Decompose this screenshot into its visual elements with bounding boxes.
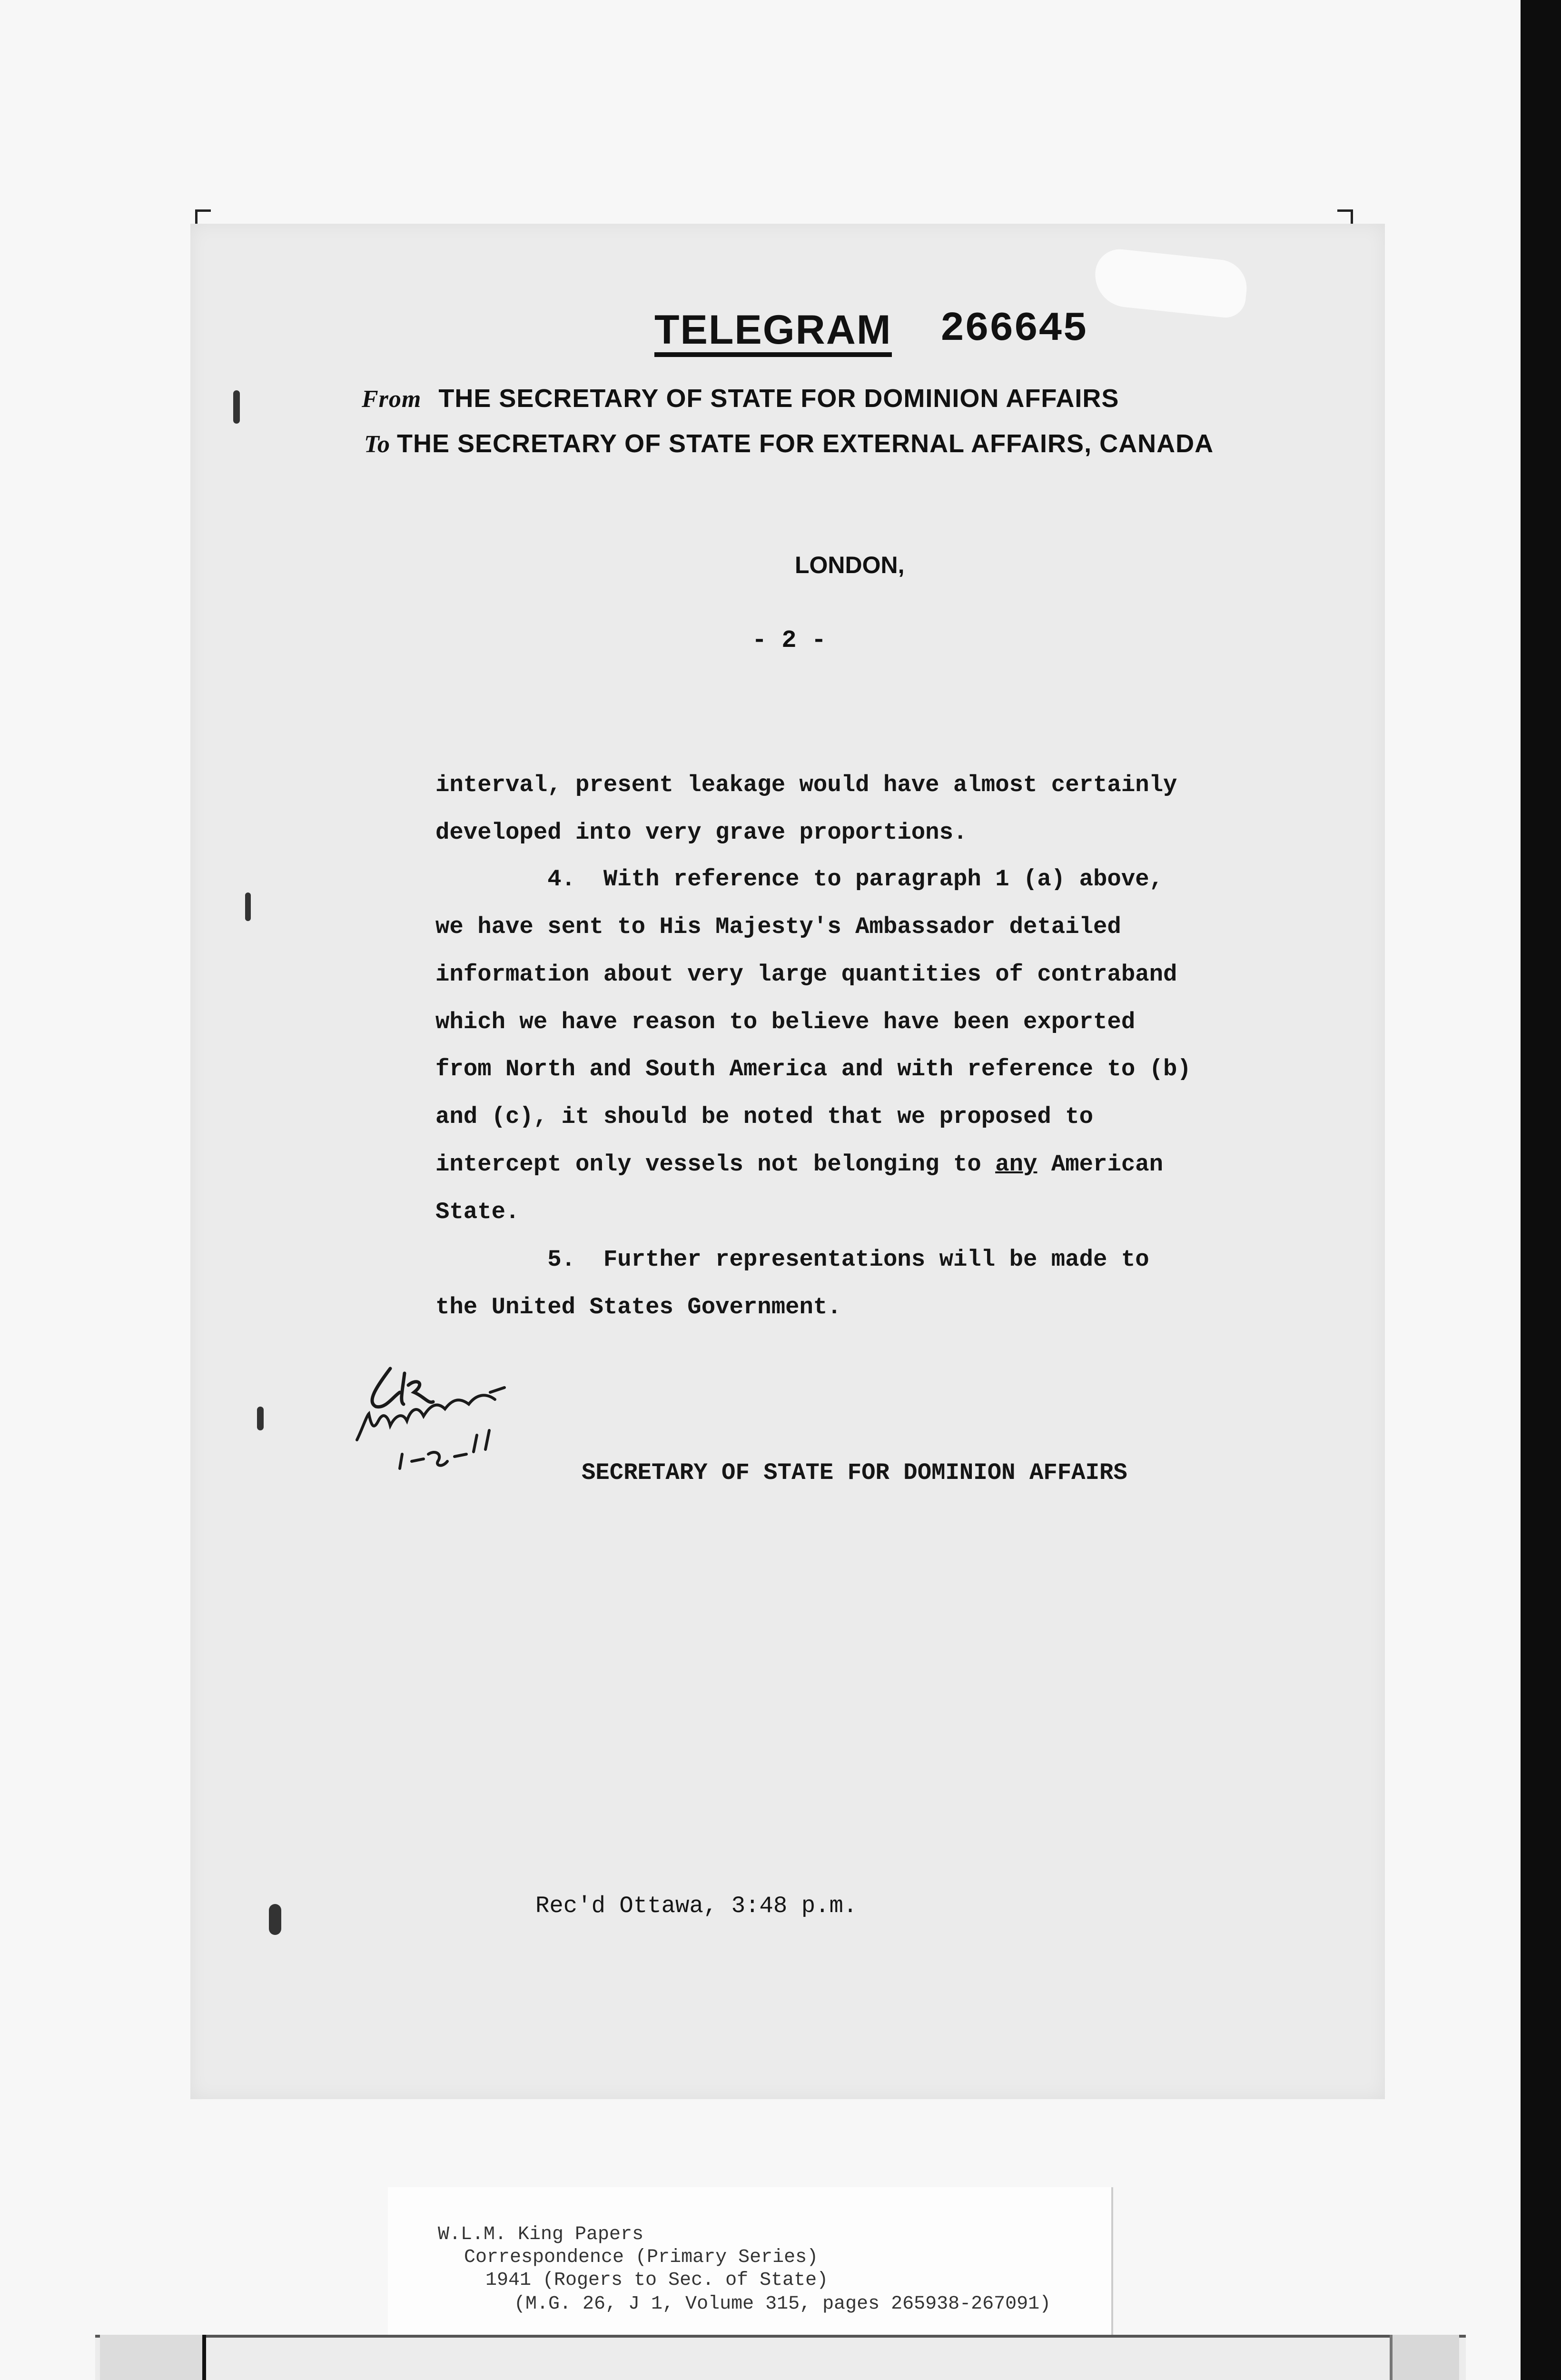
body-line: the United States Government. [435,1294,841,1320]
body-line: and (c), it should be noted that we proposed to [435,1103,1094,1130]
body-line: State. [435,1199,520,1225]
body-line: from North and South America and with reference to (b) [435,1056,1191,1082]
archive-reference-card [388,2187,1113,2335]
body-line: we have sent to His Majesty's Ambassador detailed [435,913,1121,940]
archives-board [95,2335,1466,2380]
archive-reference-line: (M.G. 26, J 1, Volume 315, pages 265938-267091) [514,2293,1051,2315]
underlined-word: any [995,1151,1037,1178]
intercept-text-before: intercept only vessels not belonging to [435,1151,996,1178]
binding-mark [245,892,251,921]
from-value: THE SECRETARY OF STATE FOR DOMINION AFFAIRS [438,384,1119,413]
body-line: which we have reason to believe have been exported [435,1009,1136,1035]
to-line [364,431,1214,457]
to-label: To [364,431,390,458]
received-stamp: Rec'd Ottawa, 3:48 p.m. [535,1893,858,1919]
to-value: THE SECRETARY OF STATE FOR EXTERNAL AFFAIRS, CANADA [397,429,1214,458]
binding-mark [233,390,240,424]
place-of-origin: LONDON, [795,552,905,578]
body-line: 4. With reference to paragraph 1 (a) above, [435,866,1164,892]
from-label: From [362,386,422,413]
telegram-number: 266645 [940,306,1087,352]
archive-reference-line: W.L.M. King Papers [438,2224,644,2245]
archive-reference-line: Correspondence (Primary Series) [464,2247,819,2268]
telegram-title: TELEGRAM [654,309,892,357]
binding-mark [269,1904,281,1935]
board-left-strip [100,2335,206,2380]
body-line-intercept [435,1153,1163,1176]
body-line: interval, present leakage would have almost certainly [435,772,1177,798]
scan-right-border [1521,0,1561,2380]
from-line [362,386,1119,412]
binding-mark [257,1407,264,1430]
intercept-text-after: American [1037,1151,1164,1178]
body-line: information about very large quantities of contraband [435,961,1177,988]
archive-reference-line: 1941 (Rogers to Sec. of State) [485,2270,829,2291]
board-right-strip [1390,2335,1459,2380]
body-line: developed into very grave proportions. [435,819,968,846]
crop-mark-top-right [1337,209,1353,225]
sign-off: SECRETARY OF STATE FOR DOMINION AFFAIRS [582,1459,1127,1486]
crop-mark-top-left [195,209,211,225]
body-line: 5. Further representations will be made to [435,1246,1149,1273]
handwritten-annotation [347,1359,547,1483]
page-number: - 2 - [752,626,827,654]
